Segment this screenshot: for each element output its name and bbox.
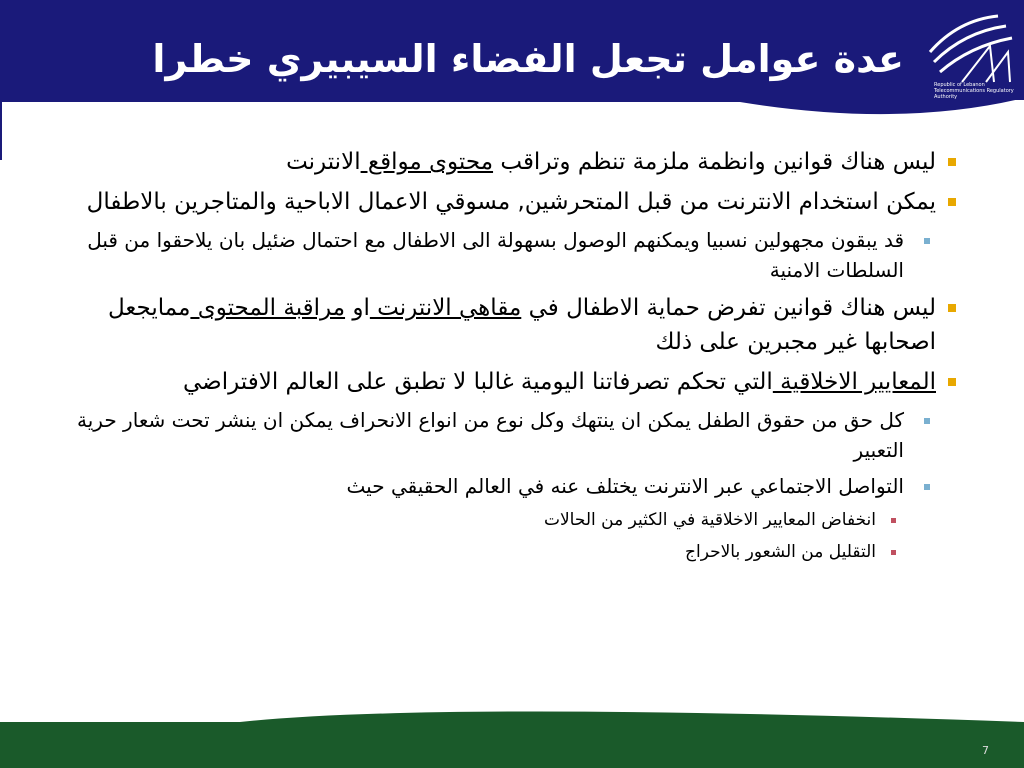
bullet-5-underlined: المعايير الاخلاقية <box>772 369 936 395</box>
square-bullet-icon <box>924 484 930 490</box>
bullet-item-2 <box>40 185 960 219</box>
bullet-item-9 <box>40 539 898 565</box>
square-bullet-icon <box>948 378 956 386</box>
bullet-item-1 <box>40 145 960 179</box>
bullet-9-text: التقليل من الشعور بالاحراج <box>685 542 876 562</box>
bullet-8-text: انخفاض المعايير الاخلاقية في الكثير من الحالات <box>543 510 876 530</box>
bullet-4-part1: ليس هناك قوانين تفرض حماية الاطفال في <box>521 295 936 321</box>
bullet-6-text: كل حق من حقوق الطفل يمكن ان ينتهك وكل نوع من انواع الانحراف يمكن ان ينشر تحت شعار حرية التعبير <box>77 408 904 462</box>
bullet-1-underlined: محتوى مواقع <box>360 149 494 175</box>
bullet-item-4 <box>40 291 960 359</box>
bullet-4-part2: او <box>345 295 370 321</box>
bullet-2-text: يمكن استخدام الانترنت من قبل المتحرشين, مسوقي الاعمال الاباحية والمتاجرين بالاطفال <box>86 189 936 215</box>
square-bullet-icon <box>891 550 896 555</box>
bullet-item-8 <box>40 507 898 533</box>
square-bullet-icon <box>948 304 956 312</box>
bullet-5-text: التي تحكم تصرفاتنا اليومية غالبا لا تطبق على العالم الافتراضي <box>183 369 773 395</box>
square-bullet-icon <box>891 518 896 523</box>
slide-title: عدة عوامل تجعل الفضاء السيبيري خطرا <box>152 37 904 81</box>
bullet-3-text: قد يبقون مجهولين نسبيا ويمكنهم الوصول بسهولة الى الاطفال مع احتمال ضئيل بان يلاحقوا من قبل السلطات الامنية <box>87 228 904 282</box>
bullet-item-5 <box>40 365 960 399</box>
square-bullet-icon <box>924 418 930 424</box>
footer-band <box>0 722 1024 768</box>
bullet-1-tail: الانترنت <box>286 149 361 175</box>
page-number: 7 <box>982 744 989 757</box>
bullet-item-7 <box>40 471 936 501</box>
bullet-list <box>40 145 960 571</box>
square-bullet-icon <box>948 158 956 166</box>
bullet-4-underlined-1: مقاهي الانترنت <box>369 295 522 321</box>
bullet-item-3 <box>40 225 936 285</box>
square-bullet-icon <box>948 198 956 206</box>
bullet-4-part3: ممايجعل اصحابها غير مجبرين على ذلك <box>108 295 936 355</box>
square-bullet-icon <box>924 238 930 244</box>
bullet-item-6 <box>40 405 936 465</box>
left-rule <box>0 100 2 160</box>
bullet-7-text: التواصل الاجتماعي عبر الانترنت يختلف عنه في العالم الحقيقي حيث <box>346 474 904 498</box>
bullet-1-text: ليس هناك قوانين وانظمة ملزمة تنظم وتراقب <box>493 149 936 175</box>
logo-text: Republic of Lebanon Telecommunications Regulatory Authority <box>934 82 1014 100</box>
header-curve <box>0 88 1024 128</box>
bullet-4-underlined-2: مراقبة المحتوى <box>190 295 346 321</box>
